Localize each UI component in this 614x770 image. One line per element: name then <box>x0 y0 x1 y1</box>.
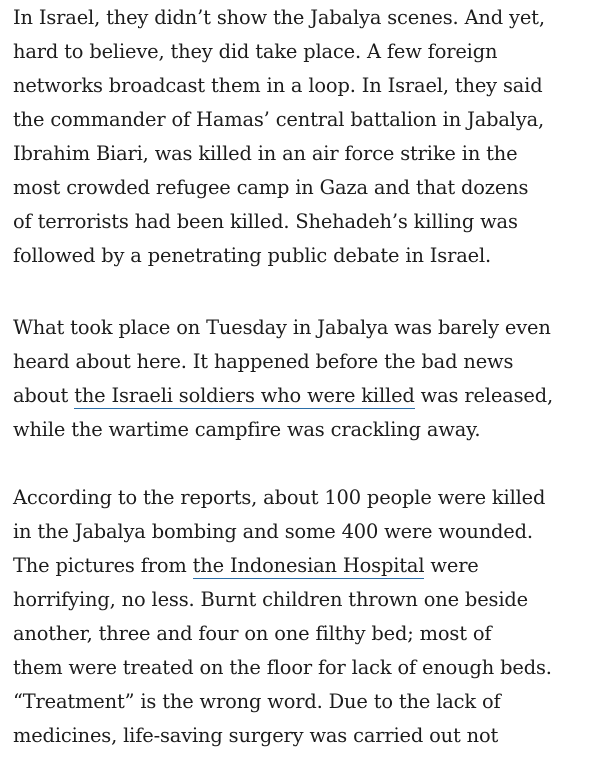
text-line: followed by a penetrating public debate in Israel. <box>13 244 492 267</box>
text-fragment: about <box>13 384 75 407</box>
paragraph-1 <box>13 1 545 273</box>
text-line: the commander of Hamas’ central battalion in Jabalya, <box>13 108 545 131</box>
text-line: while the wartime campfire was crackling away. <box>13 418 481 441</box>
text-fragment: was released, <box>414 384 553 407</box>
text-line: another, three and four on one filthy bed; most of <box>13 622 492 645</box>
paragraph-2 <box>13 311 553 447</box>
text-line: heard about here. It happened before the bad news <box>13 350 514 373</box>
text-line: “Treatment” is the wrong word. Due to the lack of <box>13 690 501 713</box>
text-line: in the Jabalya bombing and some 400 were wounded. <box>13 520 533 543</box>
text-line: networks broadcast them in a loop. In Israel, they said <box>13 74 543 97</box>
paragraph-3 <box>13 481 552 753</box>
text-line: them were treated on the floor for lack of enough beds. <box>13 656 552 679</box>
text-line: Ibrahim Biari, was killed in an air force strike in the <box>13 142 518 165</box>
text-line: What took place on Tuesday in Jabalya was barely even <box>13 316 551 339</box>
text-line: According to the reports, about 100 people were killed <box>13 486 546 509</box>
text-line: most crowded refugee camp in Gaza and that dozens <box>13 176 529 199</box>
indonesian-hospital-link[interactable]: the Indonesian Hospital <box>192 554 425 577</box>
israeli-soldiers-killed-link[interactable]: the Israeli soldiers who were killed <box>74 384 415 407</box>
text-fragment: The pictures from <box>13 554 193 577</box>
text-line: hard to believe, they did take place. A few foreign <box>13 40 498 63</box>
text-line: In Israel, they didn’t show the Jabalya scenes. And yet, <box>13 6 545 29</box>
text-fragment: were <box>424 554 479 577</box>
text-line: horrifying, no less. Burnt children thrown one beside <box>13 588 528 611</box>
text-line-with-link <box>13 549 552 583</box>
text-line-with-link <box>13 379 553 413</box>
text-line: of terrorists had been killed. Shehadeh’s killing was <box>13 210 518 233</box>
text-line: medicines, life-saving surgery was carried out not <box>13 724 499 747</box>
